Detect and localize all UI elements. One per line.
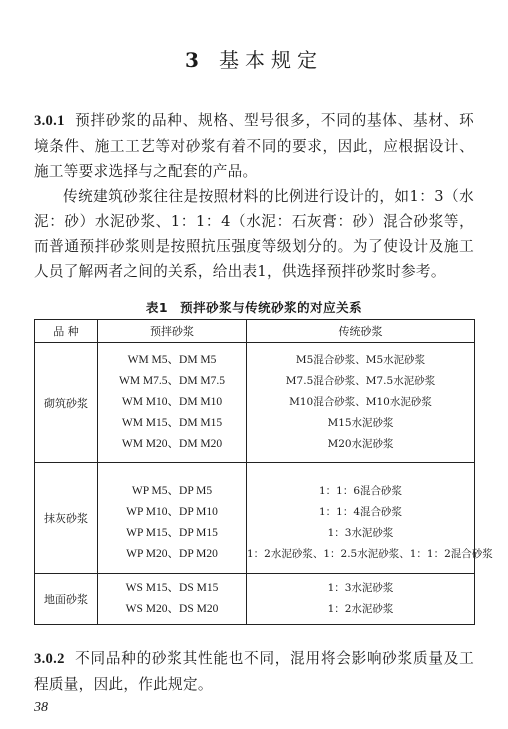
- list-item: 1：3水泥砂浆: [327, 582, 394, 594]
- list-item: WS M15、DS M15: [125, 582, 219, 594]
- table-row: [35, 463, 475, 574]
- list-item: WP M15、DP M15: [126, 527, 218, 539]
- chapter-title: [0, 44, 508, 73]
- table-row: [35, 343, 475, 463]
- list-item: M15水泥砂浆: [327, 417, 394, 429]
- list-item: 1：2水泥砂浆、1：2.5水泥砂浆、1：1：2混合砂浆: [247, 548, 493, 560]
- table-caption-label: 表1: [145, 300, 169, 315]
- list-item: M7.5混合砂浆、M7.5水泥砂浆: [285, 375, 436, 387]
- list-item: WM M10、DM M10: [121, 396, 223, 408]
- chapter-number: 3: [185, 48, 205, 72]
- list-item: M5混合砂浆、M5水泥砂浆: [295, 354, 426, 366]
- list-item: WM M7.5、DM M7.5: [118, 375, 226, 387]
- clause-number: 3.0.1: [34, 113, 65, 129]
- list-item: 1：1：4混合砂浆: [318, 506, 403, 518]
- paragraph-explanation: [34, 184, 474, 284]
- traditional-plastering-list: [247, 463, 493, 574]
- table-caption-title: 预拌砂浆与传统砂浆的对应关系: [180, 300, 363, 315]
- category-floor: 地面砂浆: [35, 574, 98, 625]
- list-item: 1：1：6混合砂浆: [318, 485, 403, 497]
- premixed-plastering-list: [98, 463, 247, 574]
- paragraph-3-0-2: [34, 646, 474, 697]
- paragraph-text: 预拌砂浆的品种、规格、型号很多，不同的基体、基材、环境条件、施工工艺等对砂浆有着不同的要求，因此，应根据设计、施工等要求选择与之配套的产品。: [34, 112, 474, 180]
- category-plastering: 抹灰砂浆: [35, 463, 98, 574]
- list-item: M20水泥砂浆: [327, 438, 394, 450]
- list-item: WM M15、DM M15: [121, 417, 223, 429]
- list-item: 1：2水泥砂浆: [327, 603, 394, 615]
- table-caption: [0, 298, 508, 316]
- traditional-floor-list: [247, 574, 475, 625]
- list-item: WP M10、DP M10: [126, 506, 218, 518]
- table-row: [35, 574, 475, 625]
- mortar-correspondence-table: [34, 319, 493, 625]
- paragraph-3-0-1: [34, 108, 474, 184]
- list-item: WM M20、DM M20: [121, 438, 223, 450]
- traditional-masonry-list: [247, 343, 475, 463]
- category-masonry: 砌筑砂浆: [35, 343, 98, 463]
- clause-number: 3.0.2: [34, 651, 65, 667]
- page-number: 38: [34, 700, 48, 715]
- paragraph-text: 不同品种的砂浆其性能也不同，混用将会影响砂浆质量及工程质量，因此，作此规定。: [34, 650, 474, 693]
- header-premixed: 预拌砂浆: [98, 320, 247, 343]
- premixed-floor-list: [98, 574, 247, 625]
- list-item: WP M5、DP M5: [131, 485, 213, 497]
- premixed-masonry-list: [98, 343, 247, 463]
- list-item: WM M5、DM M5: [127, 354, 217, 366]
- table-header-row: [35, 320, 475, 343]
- list-item: WP M20、DP M20: [126, 548, 218, 560]
- list-item: WS M20、DS M20: [125, 603, 219, 615]
- paragraph-text: 传统建筑砂浆往往是按照材料的比例进行设计的，如1：3（水泥：砂）水泥砂浆、1：1：4（水泥：石灰膏：砂）混合砂浆等，而普通预拌砂浆则是按照抗压强度等级划分的。为了使设计及施工人员了解两者之间的关系，给出表1，供选择预拌砂浆时参考。: [34, 188, 474, 280]
- chapter-name: 基本规定: [218, 48, 323, 72]
- list-item: 1：3水泥砂浆: [327, 527, 394, 539]
- header-traditional: 传统砂浆: [247, 320, 475, 343]
- header-category: 品 种: [35, 320, 98, 343]
- list-item: M10混合砂浆、M10水泥砂浆: [289, 396, 432, 408]
